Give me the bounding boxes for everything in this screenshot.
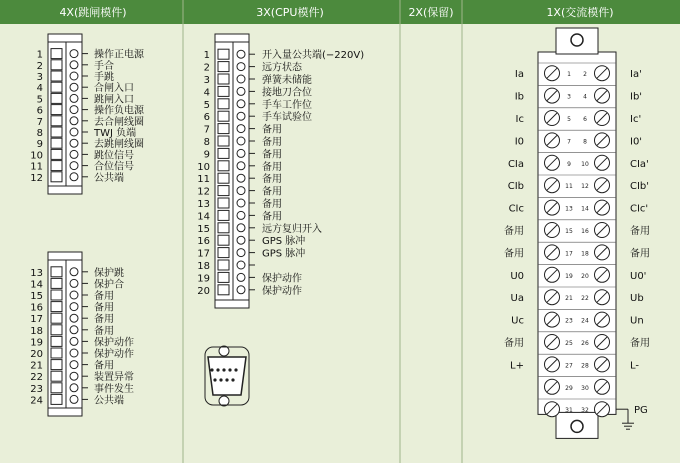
3x-terminal-circle — [237, 112, 245, 120]
4x-top-terminal-square — [51, 105, 62, 115]
3x-terminal-square — [218, 136, 229, 146]
3x-terminal-label: 手车试验位 — [262, 112, 312, 124]
1x-terminal-number: 20 — [581, 272, 589, 280]
4x-top-terminal-label: 手跳 — [94, 72, 114, 83]
1x-terminal-number: 4 — [583, 93, 587, 101]
3x-terminal-circle — [237, 50, 245, 58]
1x-terminal-number: 1 — [567, 71, 571, 79]
4x-top-terminal-square — [51, 127, 62, 137]
1x-terminal-label-right: 备用 — [630, 248, 650, 260]
3x-terminal-square — [218, 62, 229, 72]
3x-terminal-label: 远方状态 — [262, 62, 302, 74]
3x-terminal-label: 备用 — [262, 186, 282, 198]
4x-top-terminal-square — [51, 60, 62, 70]
1x-terminal-number: 27 — [565, 362, 573, 370]
1x-terminal-number: 31 — [565, 407, 573, 415]
1x-terminal-label-right: CIc' — [630, 203, 649, 215]
1x-terminal-label-right: U0' — [630, 270, 647, 282]
1x-terminal-number: 30 — [581, 384, 589, 392]
4x-bottom-terminal-number: 13 — [30, 267, 43, 279]
4x-bottom-terminal-circle — [70, 384, 78, 392]
3x-terminal-label: 备用 — [262, 137, 282, 148]
4x-bottom-terminal-label: 公共端 — [94, 395, 124, 407]
1x-terminal-label-left: U0 — [510, 270, 524, 282]
3x-terminal-circle — [237, 224, 245, 232]
1x-terminal-number: 15 — [565, 228, 573, 235]
3x-terminal-square — [218, 272, 229, 282]
db9-pin — [213, 378, 216, 381]
section-header: 2X(保留) — [408, 6, 454, 19]
1x-terminal-label-left: Ib — [514, 91, 524, 103]
4x-bottom-terminal-number: 21 — [30, 360, 43, 372]
4x-bottom-terminal-number: 19 — [30, 337, 43, 349]
1x-terminal-label-right: 备用 — [630, 226, 650, 237]
3x-terminal-circle — [237, 162, 245, 170]
4x-top-terminal-square — [51, 71, 62, 81]
1x-terminal-number: 10 — [581, 160, 589, 168]
4x-top-terminal-square — [51, 138, 62, 148]
3x-terminal-number: 4 — [203, 87, 210, 99]
3x-terminal-number: 16 — [197, 236, 210, 248]
1x-terminal-number: 12 — [581, 183, 589, 191]
section-header: 3X(CPU模件) — [256, 6, 324, 19]
4x-bottom-terminal-number: 22 — [30, 372, 43, 384]
3x-terminal-circle — [237, 199, 245, 207]
1x-terminal-number: 23 — [565, 317, 573, 325]
4x-top-terminal-circle — [70, 94, 78, 102]
4x-bottom-terminal-square — [51, 348, 62, 358]
4x-top-terminal-number: 5 — [36, 94, 43, 106]
db9-connector-shell — [208, 357, 246, 395]
3x-terminal-number: 15 — [197, 223, 210, 235]
4x-bottom-terminal-circle — [70, 395, 78, 403]
4x-top-terminal-square — [51, 116, 62, 126]
4x-bottom-terminal-square — [51, 325, 62, 335]
1x-terminal-number: 24 — [581, 317, 589, 325]
1x-terminal-number: 3 — [567, 93, 571, 101]
1x-terminal-label-right: I0' — [630, 136, 643, 148]
1x-terminal-number: 13 — [565, 205, 573, 213]
3x-terminal-number: 5 — [203, 99, 210, 111]
4x-bottom-terminal-circle — [70, 349, 78, 357]
3x-terminal-square — [218, 124, 229, 134]
1x-terminal-label-right: Un — [630, 315, 644, 327]
db9-pin — [225, 378, 228, 381]
3x-terminal-number: 19 — [197, 273, 210, 285]
1x-terminal-label-right: Ib' — [630, 91, 643, 103]
1x-terminal-label-right: Ub — [630, 293, 644, 305]
1x-terminal-number: 32 — [581, 407, 589, 415]
3x-terminal-label: 备用 — [262, 211, 282, 223]
1x-terminal-label-right: 备用 — [630, 338, 650, 349]
3x-terminal-label: 保护动作 — [262, 285, 302, 297]
4x-bottom-terminal-circle — [70, 361, 78, 369]
3x-terminal-number: 11 — [197, 174, 210, 186]
3x-terminal-number: 6 — [203, 112, 210, 124]
1x-terminal-label-right: Ia' — [630, 69, 642, 81]
3x-terminal-square — [218, 210, 229, 220]
db9-pin — [231, 378, 234, 381]
4x-top-terminal-circle — [70, 162, 78, 170]
3x-terminal-number: 2 — [203, 62, 210, 74]
4x-bottom-terminal-label: 保护动作 — [94, 337, 134, 349]
1x-terminal-label-left: 备用 — [504, 248, 524, 260]
1x-terminal-number: 5 — [567, 116, 571, 123]
4x-bottom-terminal-square — [51, 360, 62, 370]
db9-pin — [210, 368, 213, 371]
3x-terminal-square — [218, 260, 229, 270]
4x-bottom-terminal-number: 15 — [30, 291, 43, 302]
4x-bottom-terminal-number: 18 — [30, 325, 43, 337]
1x-terminal-label-left: Ia — [514, 69, 524, 81]
4x-top-terminal-label: 合闸入口 — [94, 83, 134, 95]
3x-terminal-square — [218, 161, 229, 171]
4x-top-terminal-circle — [70, 72, 78, 80]
4x-bottom-terminal-label: 备用 — [94, 302, 114, 314]
4x-top-terminal-label: 跳闸入口 — [94, 94, 134, 106]
db9-pin — [222, 368, 225, 371]
4x-bottom-terminal-number: 16 — [30, 302, 43, 314]
4x-top-terminal-square — [51, 172, 62, 182]
1x-terminal-number: 25 — [565, 340, 573, 347]
4x-bottom-terminal-circle — [70, 314, 78, 322]
db9-pin — [234, 368, 237, 371]
4x-top-terminal-number: 3 — [36, 72, 43, 83]
4x-bottom-terminal-number: 17 — [30, 314, 43, 326]
4x-bottom-terminal-square — [51, 383, 62, 393]
1x-terminal-number: 19 — [565, 272, 573, 280]
3x-terminal-label: 开入量公共端(−220V) — [262, 50, 365, 62]
3x-terminal-number: 1 — [203, 50, 210, 62]
3x-terminal-circle — [237, 137, 245, 145]
4x-bottom-terminal-label: 保护跳 — [94, 267, 124, 279]
4x-bottom-terminal-circle — [70, 326, 78, 334]
4x-bottom-terminal-square — [51, 336, 62, 346]
3x-terminal-circle — [237, 149, 245, 157]
3x-terminal-number: 7 — [203, 124, 210, 136]
4x-top-terminal-number: 2 — [36, 60, 43, 72]
4x-top-terminal-number: 8 — [36, 128, 43, 139]
4x-bottom-terminal-label: 备用 — [94, 314, 114, 326]
3x-terminal-circle — [237, 187, 245, 195]
4x-bottom-terminal-label: 备用 — [94, 291, 114, 302]
4x-top-terminal-number: 10 — [30, 150, 43, 162]
4x-top-terminal-number: 4 — [36, 83, 43, 95]
4x-top-terminal-circle — [70, 83, 78, 91]
4x-top-terminal-square — [51, 49, 62, 59]
3x-terminal-circle — [237, 75, 245, 83]
1x-terminal-number: 29 — [565, 384, 573, 392]
1x-terminal-number: 18 — [581, 250, 589, 258]
3x-terminal-number: 9 — [203, 149, 210, 161]
3x-terminal-number: 17 — [197, 248, 210, 260]
4x-top-terminal-label: 去合闸线圈 — [94, 116, 144, 128]
4x-top-terminal-label: 操作负电源 — [94, 105, 144, 117]
3x-terminal-circle — [237, 236, 245, 244]
3x-terminal-label: 接地刀合位 — [262, 87, 312, 99]
3x-terminal-circle — [237, 125, 245, 133]
3x-terminal-square — [218, 223, 229, 233]
3x-terminal-square — [218, 198, 229, 208]
4x-top-terminal-label: 去跳闸线圈 — [94, 139, 144, 151]
4x-top-cap — [48, 186, 82, 194]
4x-bottom-terminal-label: 备用 — [94, 360, 114, 372]
1x-terminal-number: 17 — [565, 250, 573, 258]
4x-top-terminal-label: 公共端 — [94, 172, 124, 184]
3x-terminal-square — [218, 248, 229, 258]
3x-terminal-label: 备用 — [262, 199, 282, 210]
3x-terminal-circle — [237, 87, 245, 95]
3x-terminal-square — [218, 235, 229, 245]
1x-terminal-number: 21 — [565, 295, 573, 303]
4x-bottom-terminal-number: 20 — [30, 349, 43, 360]
3x-terminal-number: 10 — [197, 161, 210, 173]
4x-top-terminal-number: 6 — [36, 105, 43, 117]
4x-bottom-terminal-square — [51, 371, 62, 381]
1x-terminal-label-left: L+ — [510, 360, 524, 372]
db9-pin — [219, 378, 222, 381]
3x-terminal-square — [218, 186, 229, 196]
4x-top-terminal-label: 操作正电源 — [94, 49, 144, 61]
4x-bottom-terminal-circle — [70, 279, 78, 287]
4x-top-terminal-circle — [70, 139, 78, 147]
1x-terminal-number: 26 — [581, 340, 589, 347]
3x-terminal-label: 备用 — [262, 149, 282, 161]
4x-bottom-cap — [48, 252, 82, 260]
3x-terminal-square — [218, 74, 229, 84]
4x-top-terminal-label: 跳位信号 — [94, 150, 134, 162]
4x-bottom-terminal-number: 23 — [30, 383, 43, 395]
3x-terminal-circle — [237, 63, 245, 71]
3x-terminal-circle — [237, 211, 245, 219]
1x-terminal-label-right: CIb' — [630, 181, 650, 193]
1x-mount-screw — [571, 420, 583, 432]
3x-terminal-label: 远方复归开入 — [262, 223, 322, 235]
1x-terminal-number: 2 — [583, 71, 587, 79]
4x-top-cap — [48, 34, 82, 42]
4x-top-terminal-circle — [70, 173, 78, 181]
3x-terminal-number: 18 — [197, 261, 210, 272]
4x-top-terminal-number: 11 — [30, 161, 43, 173]
4x-top-terminal-circle — [70, 150, 78, 158]
4x-bottom-terminal-circle — [70, 303, 78, 311]
pg-label: PG — [634, 405, 648, 417]
3x-terminal-number: 3 — [203, 75, 210, 86]
1x-terminal-label-left: I0 — [514, 136, 524, 148]
4x-bottom-terminal-number: 24 — [30, 395, 43, 407]
3x-terminal-number: 20 — [197, 285, 210, 297]
4x-top-terminal-square — [51, 161, 62, 171]
1x-terminal-number: 22 — [581, 295, 589, 303]
4x-bottom-cap — [48, 408, 82, 416]
3x-terminal-label: 备用 — [262, 161, 282, 173]
3x-terminal-label: GPS 脉冲 — [262, 248, 306, 260]
1x-terminal-label-left: CIb — [507, 181, 524, 193]
1x-terminal-label-left: Ua — [510, 293, 524, 305]
4x-top-terminal-circle — [70, 61, 78, 69]
4x-top-terminal-label: TWJ 负端 — [94, 128, 137, 139]
4x-bottom-terminal-circle — [70, 372, 78, 380]
1x-mount-screw — [571, 34, 583, 46]
4x-top-terminal-circle — [70, 106, 78, 114]
3x-terminal-square — [218, 99, 229, 109]
4x-bottom-terminal-circle — [70, 268, 78, 276]
3x-terminal-square — [218, 49, 229, 59]
3x-terminal-label: 备用 — [262, 124, 282, 136]
3x-terminal-square — [218, 285, 229, 295]
3x-terminal-circle — [237, 286, 245, 294]
1x-terminal-number: 11 — [565, 183, 573, 191]
3x-cap — [215, 34, 249, 42]
3x-terminal-label: 保护动作 — [262, 273, 302, 285]
1x-terminal-label-right: L- — [630, 360, 640, 372]
1x-terminal-label-left: Uc — [511, 315, 524, 327]
3x-terminal-label: 手车工作位 — [262, 99, 312, 111]
4x-top-terminal-number: 1 — [36, 49, 43, 61]
4x-bottom-terminal-circle — [70, 291, 78, 299]
3x-terminal-label: 弹簧未储能 — [262, 75, 312, 86]
3x-cap — [215, 300, 249, 308]
3x-terminal-circle — [237, 249, 245, 257]
1x-terminal-number: 7 — [567, 138, 571, 146]
4x-bottom-terminal-label: 事件发生 — [94, 383, 134, 395]
section-header: 4X(跳闸模件) — [59, 6, 127, 19]
4x-top-terminal-square — [51, 82, 62, 92]
1x-terminal-label-right: Ic' — [630, 114, 642, 125]
3x-terminal-number: 13 — [197, 199, 210, 210]
1x-terminal-label-left: CIa — [507, 158, 524, 170]
4x-bottom-terminal-square — [51, 313, 62, 323]
4x-top-terminal-number: 9 — [36, 139, 43, 151]
1x-terminal-label-left: 备用 — [504, 338, 524, 349]
3x-terminal-square — [218, 111, 229, 121]
4x-bottom-terminal-label: 装置异常 — [94, 372, 134, 384]
4x-top-terminal-circle — [70, 50, 78, 58]
4x-bottom-terminal-label: 保护合 — [94, 279, 124, 291]
1x-terminal-number: 14 — [581, 205, 589, 213]
3x-terminal-number: 12 — [197, 186, 210, 198]
3x-terminal-number: 8 — [203, 137, 210, 148]
3x-terminal-circle — [237, 174, 245, 182]
4x-bottom-terminal-square — [51, 302, 62, 312]
4x-bottom-terminal-label: 保护动作 — [94, 349, 134, 360]
4x-bottom-terminal-square — [51, 394, 62, 404]
4x-top-terminal-number: 7 — [36, 116, 43, 128]
1x-terminal-label-left: Ic — [515, 114, 524, 125]
3x-terminal-square — [218, 173, 229, 183]
3x-terminal-label: GPS 脉冲 — [262, 236, 306, 248]
3x-terminal-number: 14 — [197, 211, 210, 223]
4x-top-terminal-label: 手合 — [94, 60, 114, 72]
4x-top-terminal-square — [51, 149, 62, 159]
1x-terminal-number: 9 — [567, 160, 571, 168]
4x-bottom-terminal-circle — [70, 337, 78, 345]
1x-terminal-number: 16 — [581, 228, 589, 235]
4x-top-terminal-circle — [70, 128, 78, 136]
section-header: 1X(交流模件) — [546, 6, 614, 19]
4x-top-terminal-number: 12 — [30, 172, 43, 184]
4x-bottom-terminal-label: 备用 — [94, 325, 114, 337]
4x-bottom-terminal-number: 14 — [30, 279, 43, 291]
3x-terminal-square — [218, 86, 229, 96]
1x-terminal-label-right: CIa' — [630, 158, 649, 170]
4x-top-terminal-label: 合位信号 — [94, 161, 134, 173]
1x-terminal-number: 6 — [583, 116, 587, 123]
4x-top-terminal-circle — [70, 117, 78, 125]
1x-terminal-label-left: 备用 — [504, 226, 524, 237]
4x-bottom-terminal-square — [51, 267, 62, 277]
1x-terminal-number: 8 — [583, 138, 587, 146]
3x-terminal-label: 备用 — [262, 174, 282, 186]
4x-top-terminal-square — [51, 93, 62, 103]
3x-terminal-circle — [237, 261, 245, 269]
3x-terminal-circle — [237, 100, 245, 108]
1x-terminal-label-left: CIc — [508, 203, 524, 215]
db9-pin — [216, 368, 219, 371]
db9-pin — [228, 368, 231, 371]
4x-bottom-terminal-square — [51, 278, 62, 288]
1x-terminal-number: 28 — [581, 362, 589, 370]
3x-terminal-square — [218, 148, 229, 158]
3x-terminal-circle — [237, 273, 245, 281]
4x-bottom-terminal-square — [51, 290, 62, 300]
